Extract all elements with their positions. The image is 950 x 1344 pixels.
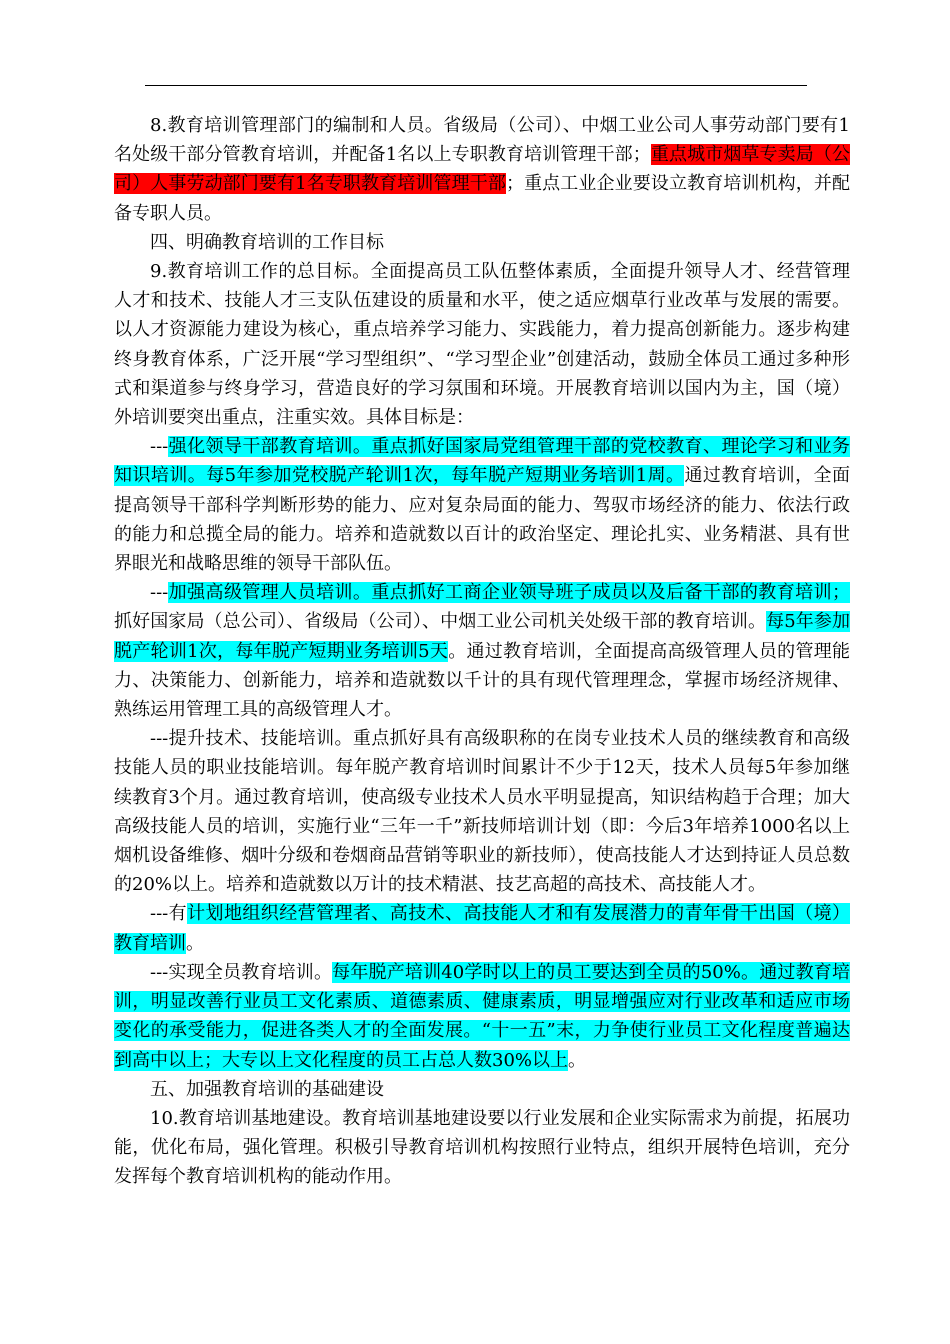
text-run: --- [150, 436, 169, 458]
text-run: ---提升技术、技能培训。重点抓好具有高级职称的在岗专业技术人员的继续教育和高级技能人员的职业技能培训。每年脱产教育培训时间累计不少于12天，技术人员每5年参加继续教育3个月。通过教育培训，使高级专业技术人员水平明显提高，知识结构趋于合理；加大高级技能人员的培训，实施行业“三年一千”新技师培训计划（即：今后3年培养1000名以上烟机设备维修、烟叶分级和卷烟商品营销等职业的新技师），使高技能人才达到持证人员总数的20%以上。培养和造就数以万计的技术精湛、技艺高超的高技术、高技能人才。 [114, 728, 850, 896]
text-run: 。通过教育培训，全面提高高级管理人员的管理能力、决策能力、创新能力，培养和造就数以千计的具有现代管理理念，掌握市场经济规律、熟练运用管理工具的高级管理人才。 [114, 640, 851, 721]
text-run: 通过教育培训，全面提高领导干部科学判断形势的能力、应对复杂局面的能力、驾驭市场经济的能力、依法行政的能力和总揽全局的能力。培养和造就数以百计的政治坚定、理论扎实、业务精湛、具有世界眼光和战略思维的领导干部队伍。 [114, 465, 850, 575]
text-run: 。 [568, 1049, 587, 1071]
text-run: ；重点工业企业要设立教育培训机构，并配备专职人员。 [114, 173, 850, 224]
text-run: 9.教育培训工作的总目标。全面提高员工队伍整体素质，全面提升领导人才、经营管理人才和技术、技能人才三支队伍建设的质量和水平，使之适应烟草行业改革与发展的需要。以人才资源能力建设为核心，重点培养学习能力、实践能力，着力提高创新能力。逐步构建终身教育体系，广泛开展“学习型组织”、“学习型企业”创建活动，鼓励全体员工通过多种形式和渠道参与终身学习，营造良好的学习氛围和环境。开展教育培训以国内为主，国（境）外培训要突出重点，注重实效。具体目标是： [114, 261, 850, 429]
highlight-cyan: 每年脱产培训40学时以上的员工要达到全员的50%。通过教育培训，明显改善行业员工文化素质、道德素质、健康素质，明显增强应对行业改革和适应市场变化的承受能力，促进各类人才的全面发展。“十一五”末，力争使行业员工文化程度普遍达到高中以上；大专以上文化程度的员工占总人数30%以上 [114, 961, 850, 1071]
paragraph-p8 [114, 111, 850, 228]
highlight-cyan: 强化领导干部教育培训。重点抓好国家局党组管理干部的党校教育、理论学习和业务知识培训。每5年参加党校脱产轮训1次，每年脱产短期业务培训1周。 [114, 436, 850, 487]
highlight-red: 重点城市烟草专卖局（公司）人事劳动部门要有1名专职教育培训管理干部 [114, 144, 850, 195]
text-run: ---实现全员教育培训。 [150, 961, 333, 983]
text-run: 抓好国家局（总公司）、省级局（公司）、中烟工业公司机关处级干部的教育培训。 [114, 611, 767, 633]
text-run: 五、加强教育培训的基础建设 [150, 1078, 384, 1100]
section-heading-h5 [114, 1075, 850, 1104]
paragraph-g4 [114, 899, 850, 957]
text-run: 8.教育培训管理部门的编制和人员。省级局（公司）、中烟工业公司人事劳动部门要有1名处级干部分管教育培训，并配备1名以上专职教育培训管理干部； [114, 115, 850, 166]
text-run: 。 [186, 932, 204, 954]
highlight-cyan: 计划地组织经营管理者、高技术、高技能人才和有发展潜力的青年骨干出国（境）教育培训 [114, 903, 851, 954]
highlight-cyan: 每5年参加脱产轮训1次，每年脱产短期业务培训5天 [114, 611, 851, 662]
header-rule [145, 85, 807, 86]
section-heading-h4 [114, 228, 850, 257]
text-run: 10.教育培训基地建设。教育培训基地建设要以行业发展和企业实际需求为前提，拓展功能，优化布局，强化管理。积极引导教育培训机构按照行业特点，组织开展特色培训，充分发挥每个教育培训机构的能动作用。 [114, 1107, 850, 1188]
text-run: --- [150, 582, 169, 604]
text-run: 四、明确教育培训的工作目标 [150, 231, 384, 253]
paragraph-g3 [114, 724, 850, 899]
paragraph-p9 [114, 257, 850, 432]
paragraph-g1 [114, 432, 850, 578]
text-run: ---有 [150, 903, 188, 925]
paragraph-p10 [114, 1104, 850, 1192]
paragraph-g2 [114, 578, 850, 724]
document-body [114, 111, 850, 1192]
paragraph-g5 [114, 958, 850, 1075]
highlight-cyan: 加强高级管理人员培训。重点抓好工商企业领导班子成员以及后备干部的教育培训； [168, 582, 850, 604]
